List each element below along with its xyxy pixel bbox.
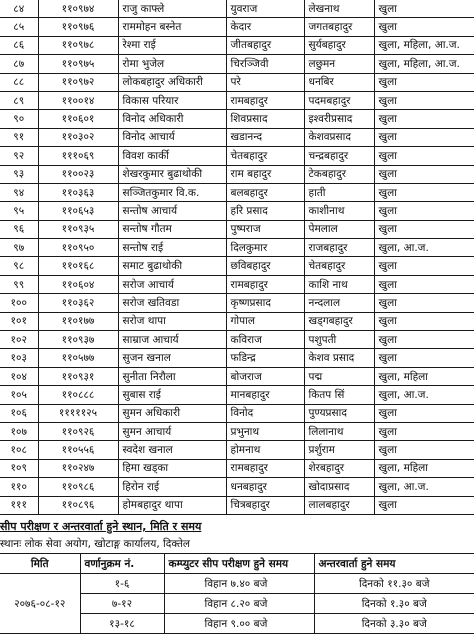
grandfather-name-cell: काशीनाथ: [304, 202, 374, 220]
roll-number-cell: ११०९७८: [38, 36, 118, 54]
candidate-row: [0, 441, 474, 459]
grandfather-name-cell: नन्दलाल: [304, 294, 374, 312]
grandfather-name-cell: काशि नाथ: [304, 275, 374, 293]
candidate-row: [0, 422, 474, 440]
grandfather-name-cell: पद्म: [304, 367, 374, 385]
grandfather-name-cell: प्रर्शुराम: [304, 441, 374, 459]
roll-number-cell: ११०९७५: [38, 55, 118, 73]
serial-number-cell: १०८: [0, 441, 38, 459]
category-cell: खुला: [374, 110, 474, 128]
father-name-cell: रामबहादुर: [226, 275, 304, 293]
serial-number-cell: ९२: [0, 147, 38, 165]
grandfather-name-cell: केशव प्रसाद: [304, 349, 374, 367]
grandfather-name-cell: खोदाप्रसाद: [304, 478, 374, 496]
grandfather-name-cell: हाती: [304, 183, 374, 201]
category-cell: खुला, आ.ज.: [374, 239, 474, 257]
candidate-name-cell: रोमा भुजेल: [118, 55, 226, 73]
category-cell: खुला: [374, 422, 474, 440]
father-name-cell: चित्रबहादुर: [226, 496, 304, 514]
roll-number-cell: ११०८८८: [38, 386, 118, 404]
grandfather-name-cell: चेतबहादुर: [304, 257, 374, 275]
candidate-name-cell: सरोज आचार्य: [118, 275, 226, 293]
candidate-name-cell: सन्तोष राई: [118, 239, 226, 257]
candidate-name-cell: सुबास राई: [118, 386, 226, 404]
father-name-cell: विनोद: [226, 404, 304, 422]
candidate-name-cell: सुनीता निरौला: [118, 367, 226, 385]
schedule-computer-test-time: विहान ९.०० बजे: [164, 614, 314, 634]
serial-number-cell: ८४: [0, 0, 38, 18]
candidate-name-cell: शेखरकुमार बुढाथोकी: [118, 165, 226, 183]
category-cell: खुला: [374, 73, 474, 91]
category-cell: खुला: [374, 496, 474, 514]
schedule-computer-test-time: विहान ८.२० बजे: [164, 594, 314, 614]
category-cell: खुला, महिला: [374, 367, 474, 385]
father-name-cell: पुष्पराज: [226, 220, 304, 238]
category-cell: खुला: [374, 128, 474, 146]
roll-number-cell: ११०९७२: [38, 73, 118, 91]
father-name-cell: जीतबहादुर: [226, 36, 304, 54]
serial-number-cell: ९८: [0, 257, 38, 275]
roll-number-cell: ११०५७७: [38, 349, 118, 367]
father-name-cell: दिलकुमार: [226, 239, 304, 257]
roll-number-cell: ११०९७६: [38, 18, 118, 36]
venue-line: स्थानः लोक सेवा अयोग, खोटाङ्ग कार्यालय, दिक्तेल: [0, 538, 191, 550]
father-name-cell: गोपाल: [226, 312, 304, 330]
candidate-row: [0, 496, 474, 514]
candidate-name-cell: साम्राज आचार्य: [118, 331, 226, 349]
roll-number-cell: ११०९७४: [38, 0, 118, 18]
schedule-range: १३-१८: [80, 614, 164, 634]
roll-number-cell: ११०१७७: [38, 312, 118, 330]
grandfather-name-cell: शेरबहादुर: [304, 459, 374, 477]
category-cell: खुला: [374, 404, 474, 422]
roll-number-cell: ११०३०२: [38, 128, 118, 146]
father-name-cell: राम बहादुर: [226, 165, 304, 183]
serial-number-cell: १०७: [0, 422, 38, 440]
schedule-table: [0, 553, 474, 634]
candidate-name-cell: होमबहादुर थापा: [118, 496, 226, 514]
serial-number-cell: १०४: [0, 367, 38, 385]
serial-number-cell: ९६: [0, 220, 38, 238]
schedule-row: [0, 574, 474, 594]
father-name-cell: रामबहादुर: [226, 459, 304, 477]
father-name-cell: हरि प्रसाद: [226, 202, 304, 220]
category-cell: खुला: [374, 349, 474, 367]
category-cell: खुला: [374, 183, 474, 201]
candidate-row: [0, 202, 474, 220]
serial-number-cell: १०१: [0, 312, 38, 330]
candidate-row: [0, 36, 474, 54]
grandfather-name-cell: लछुमन: [304, 55, 374, 73]
grandfather-name-cell: चन्द्रबहादुर: [304, 147, 374, 165]
grandfather-name-cell: लेखनाथ: [304, 0, 374, 18]
candidate-name-cell: सुमन आचार्य: [118, 422, 226, 440]
category-cell: खुला, आ.ज.: [374, 478, 474, 496]
grandfather-name-cell: पशुपती: [304, 331, 374, 349]
roll-number-cell: ११०९८६: [38, 478, 118, 496]
category-cell: खुला: [374, 275, 474, 293]
grandfather-name-cell: सुर्यबहादुर: [304, 36, 374, 54]
candidate-name-cell: हिमा खड्का: [118, 459, 226, 477]
candidate-row: [0, 349, 474, 367]
serial-number-cell: १०६: [0, 404, 38, 422]
category-cell: खुला: [374, 441, 474, 459]
category-cell: खुला: [374, 165, 474, 183]
candidate-row: [0, 73, 474, 91]
roll-number-cell: ११०६०१: [38, 110, 118, 128]
grandfather-name-cell: धनबिर: [304, 73, 374, 91]
schedule-date: २०७६-०८-१२: [0, 574, 80, 634]
category-cell: खुला: [374, 220, 474, 238]
candidate-name-cell: राजु काफ्ले: [118, 0, 226, 18]
candidate-name-cell: हिरोन राई: [118, 478, 226, 496]
candidate-name-cell: सन्तोष आचार्य: [118, 202, 226, 220]
roll-number-cell: ११०६०४: [38, 275, 118, 293]
father-name-cell: मानबहादुर: [226, 386, 304, 404]
candidate-name-cell: विवश कार्की: [118, 147, 226, 165]
father-name-cell: कृष्णप्रसाद: [226, 294, 304, 312]
category-cell: खुला: [374, 331, 474, 349]
candidate-name-cell: विकास परियार: [118, 91, 226, 109]
candidate-name-cell: विनोद अधिकारी: [118, 110, 226, 128]
serial-number-cell: १०२: [0, 331, 38, 349]
candidate-name-cell: रेश्मा राई: [118, 36, 226, 54]
serial-number-cell: ८७: [0, 55, 38, 73]
serial-number-cell: ८९: [0, 91, 38, 109]
candidate-name-cell: सुमन अधिकारी: [118, 404, 226, 422]
candidate-row: [0, 478, 474, 496]
candidate-row: [0, 239, 474, 257]
roll-number-cell: ११०८९६: [38, 496, 118, 514]
serial-number-cell: १००: [0, 294, 38, 312]
serial-number-cell: ९३: [0, 165, 38, 183]
serial-number-cell: ८८: [0, 73, 38, 91]
grandfather-name-cell: लालबहादुर: [304, 496, 374, 514]
serial-number-cell: ८६: [0, 36, 38, 54]
schedule-computer-test-time: विहान ७.४० बजे: [164, 574, 314, 594]
candidate-row: [0, 147, 474, 165]
candidate-row: [0, 459, 474, 477]
category-cell: खुला: [374, 257, 474, 275]
father-name-cell: चिरञ्जिवी: [226, 55, 304, 73]
roll-number-cell: ११०१६८: [38, 257, 118, 275]
schedule-interview-time: दिनको ३.३० बजे: [314, 614, 474, 634]
roll-number-cell: ११००२३: [38, 165, 118, 183]
grandfather-name-cell: इश्वरीप्रसाद: [304, 110, 374, 128]
roll-number-cell: ११०२४७: [38, 459, 118, 477]
schedule-range: १-६: [80, 574, 164, 594]
candidate-row: [0, 386, 474, 404]
serial-number-cell: १०९: [0, 459, 38, 477]
father-name-cell: परे: [226, 73, 304, 91]
candidate-name-cell: सुजन खनाल: [118, 349, 226, 367]
grandfather-name-cell: पदमबहादुर: [304, 91, 374, 109]
candidate-row: [0, 220, 474, 238]
schedule-header-interview: अन्तरवार्ता हुने समय: [314, 554, 474, 574]
father-name-cell: शिवप्रसाद: [226, 110, 304, 128]
candidate-row: [0, 183, 474, 201]
roll-number-cell: १११०६९: [38, 147, 118, 165]
serial-number-cell: ११०: [0, 478, 38, 496]
father-name-cell: बोजराज: [226, 367, 304, 385]
candidate-row: [0, 91, 474, 109]
grandfather-name-cell: कितप सिं: [304, 386, 374, 404]
roll-number-cell: ११०९३५: [38, 220, 118, 238]
grandfather-name-cell: पेमलाल: [304, 220, 374, 238]
father-name-cell: प्रभुनाथ: [226, 422, 304, 440]
candidate-row: [0, 0, 474, 18]
father-name-cell: होमनाथ: [226, 441, 304, 459]
category-cell: खुला: [374, 294, 474, 312]
roll-number-cell: ११०५५६: [38, 441, 118, 459]
candidate-row: [0, 312, 474, 330]
serial-number-cell: ९४: [0, 183, 38, 201]
section-title: सीप परीक्षण र अन्तरवार्ता हुने स्थान, मिति र समय: [0, 520, 202, 533]
father-name-cell: केदार: [226, 18, 304, 36]
schedule-interview-time: दिनको १.३० बजे: [314, 594, 474, 614]
candidate-name-cell: स्वदेश खनाल: [118, 441, 226, 459]
roll-number-cell: ११०६५३: [38, 202, 118, 220]
schedule-header-row: [0, 554, 474, 574]
candidate-name-cell: राममोहन बस्नेत: [118, 18, 226, 36]
candidate-row: [0, 404, 474, 422]
schedule-header-date: मिति: [0, 554, 80, 574]
category-cell: खुला, महिला, आ.ज.: [374, 55, 474, 73]
candidate-row: [0, 55, 474, 73]
candidate-row: [0, 110, 474, 128]
category-cell: खुला, आ.ज.: [374, 386, 474, 404]
serial-number-cell: ९७: [0, 239, 38, 257]
roll-number-cell: ११०३६३: [38, 183, 118, 201]
grandfather-name-cell: जगतबहादुर: [304, 18, 374, 36]
category-cell: खुला: [374, 18, 474, 36]
father-name-cell: रामबहादुर: [226, 91, 304, 109]
grandfather-name-cell: पुण्यप्रसाद: [304, 404, 374, 422]
candidate-name-cell: सन्तोष गौतम: [118, 220, 226, 238]
category-cell: खुला: [374, 91, 474, 109]
category-cell: खुला: [374, 0, 474, 18]
candidate-row: [0, 128, 474, 146]
grandfather-name-cell: केशवप्रसाद: [304, 128, 374, 146]
roll-number-cell: १११११२५: [38, 404, 118, 422]
father-name-cell: बलबहादुर: [226, 183, 304, 201]
candidate-name-cell: समाट बुढाथोकी: [118, 257, 226, 275]
candidate-row: [0, 294, 474, 312]
father-name-cell: युवराज: [226, 0, 304, 18]
serial-number-cell: ९९: [0, 275, 38, 293]
roll-number-cell: ११०३६२: [38, 294, 118, 312]
father-name-cell: चेतबहादुर: [226, 147, 304, 165]
serial-number-cell: १११: [0, 496, 38, 514]
candidate-row: [0, 367, 474, 385]
category-cell: खुला: [374, 147, 474, 165]
candidate-row: [0, 18, 474, 36]
candidate-name-cell: लोकबहादुर अधिकारी: [118, 73, 226, 91]
candidate-row: [0, 165, 474, 183]
candidate-row: [0, 331, 474, 349]
father-name-cell: फडिन्द्र: [226, 349, 304, 367]
serial-number-cell: ९०: [0, 110, 38, 128]
father-name-cell: छविबहादुर: [226, 257, 304, 275]
candidate-row: [0, 257, 474, 275]
candidate-name-cell: सञ्जितकुमार वि.क.: [118, 183, 226, 201]
category-cell: खुला: [374, 202, 474, 220]
schedule-interview-time: दिनको ११.३० बजे: [314, 574, 474, 594]
schedule-header-computer-test: कम्प्युटर सीप परीक्षण हुने समय: [164, 554, 314, 574]
roll-number-cell: ११०९३१: [38, 367, 118, 385]
schedule-header-range: वर्णानुक्रम नं.: [80, 554, 164, 574]
roll-number-cell: ११००१४: [38, 91, 118, 109]
serial-number-cell: ८५: [0, 18, 38, 36]
candidate-name-cell: सरोज खतिवडा: [118, 294, 226, 312]
roll-number-cell: ११०९३७: [38, 331, 118, 349]
category-cell: खुला, महिला, आ.ज.: [374, 36, 474, 54]
grandfather-name-cell: राजबहादुर: [304, 239, 374, 257]
schedule-range: ७-१२: [80, 594, 164, 614]
serial-number-cell: १०५: [0, 386, 38, 404]
grandfather-name-cell: खड्गबहादुर: [304, 312, 374, 330]
serial-number-cell: ९१: [0, 128, 38, 146]
category-cell: खुला, महिला: [374, 459, 474, 477]
candidate-name-cell: विनोद आचार्य: [118, 128, 226, 146]
candidate-row: [0, 275, 474, 293]
roll-number-cell: ११०९२६: [38, 422, 118, 440]
father-name-cell: धनबहादुर: [226, 478, 304, 496]
serial-number-cell: १०३: [0, 349, 38, 367]
father-name-cell: खडानन्द: [226, 128, 304, 146]
grandfather-name-cell: टेकबहादुर: [304, 165, 374, 183]
roll-number-cell: ११०९५०: [38, 239, 118, 257]
grandfather-name-cell: लिलानाथ: [304, 422, 374, 440]
father-name-cell: कविराज: [226, 331, 304, 349]
category-cell: खुला: [374, 312, 474, 330]
serial-number-cell: ९५: [0, 202, 38, 220]
candidate-name-cell: सरोज थापा: [118, 312, 226, 330]
